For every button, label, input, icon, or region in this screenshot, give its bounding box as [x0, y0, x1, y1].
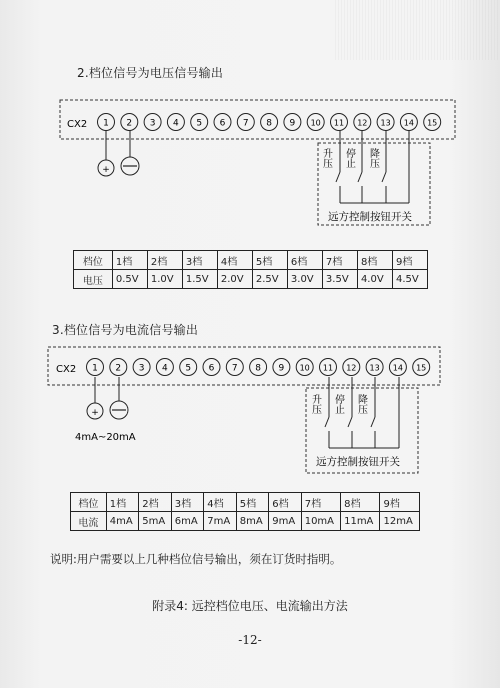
switch-label-stop: 停止 — [343, 148, 355, 168]
current-range-label: 4mA~20mA — [75, 432, 136, 443]
table-cell: 2.5V — [252, 270, 287, 289]
table-cell: 6档 — [287, 251, 322, 270]
table-cell: 1档 — [112, 251, 147, 270]
terminal-row — [87, 359, 430, 376]
switch-raise — [325, 400, 329, 448]
voltage-wiring-diagram — [0, 90, 500, 240]
terminal-number: 5 — [185, 363, 192, 374]
table-cell: 2档 — [139, 493, 171, 512]
terminal-number: 8 — [266, 118, 272, 129]
table-cell: 1.5V — [182, 270, 217, 289]
switch-raise — [336, 155, 340, 203]
terminal-number: 3 — [149, 118, 156, 129]
table-cell: 2.0V — [217, 270, 252, 289]
table-cell: 档位 — [74, 251, 113, 270]
table-cell: 4档 — [217, 251, 252, 270]
table-cell: 6mA — [171, 512, 203, 531]
terminal-number: 11 — [322, 363, 334, 373]
terminal-number: 15 — [427, 118, 438, 128]
remote-switch-caption: 远方控制按钮开关 — [328, 211, 412, 223]
table-cell: 9档 — [380, 493, 420, 512]
switch-lower — [371, 400, 375, 448]
table-cell: 3.5V — [322, 270, 357, 289]
table-cell: 7档 — [322, 251, 357, 270]
table-cell: 2档 — [147, 251, 182, 270]
scan-texture — [335, 0, 500, 60]
terminal-number: 7 — [231, 363, 238, 374]
terminal-number: 10 — [299, 363, 310, 373]
current-wiring-diagram — [0, 340, 500, 485]
ordering-note: 说明:用户需要以上几种档位信号输出，须在订货时指明。 — [50, 552, 342, 566]
table-cell: 6档 — [269, 493, 301, 512]
table-cell: 3档 — [171, 493, 203, 512]
terminal-number: 12 — [357, 118, 368, 128]
terminal-block-outline — [48, 347, 440, 385]
remote-switch-caption: 远方控制按钮开关 — [316, 456, 400, 468]
table-cell: 4mA — [106, 512, 138, 531]
terminal-number: 9 — [289, 118, 296, 129]
table-cell: 8档 — [341, 493, 380, 512]
switch-label-lower: 降压 — [355, 394, 367, 414]
table-cell: 1.0V — [147, 270, 182, 289]
terminal-number: 10 — [310, 118, 321, 128]
switch-stop — [358, 155, 362, 203]
table-cell: 5档 — [236, 493, 268, 512]
terminal-block-outline — [60, 100, 455, 139]
terminal-number: 4 — [173, 118, 179, 129]
table-cell: 电流 — [71, 512, 107, 531]
terminal-number: 6 — [219, 118, 226, 129]
table-cell: 3档 — [182, 251, 217, 270]
table-cell: 9mA — [269, 512, 301, 531]
table-cell: 4.5V — [392, 270, 427, 289]
terminal-number: 2 — [126, 118, 133, 129]
table-cell: 11mA — [341, 512, 380, 531]
table-cell: 7档 — [301, 493, 340, 512]
table-cell: 9档 — [392, 251, 427, 270]
table-cell: 12mA — [380, 512, 420, 531]
terminal-number: 3 — [138, 363, 145, 374]
switch-label-lower: 降压 — [367, 148, 379, 168]
switch-label-stop: 停止 — [332, 394, 344, 414]
terminal-number: 12 — [346, 363, 357, 373]
switch-stop — [348, 400, 352, 448]
table-cell: 1档 — [106, 493, 138, 512]
plus-sign: + — [102, 165, 110, 175]
plus-sign: + — [91, 408, 99, 418]
terminal-block-label: CX2 — [56, 364, 77, 375]
terminal-number: 6 — [208, 363, 215, 374]
table-cell: 4档 — [204, 493, 236, 512]
terminal-number: 2 — [115, 363, 122, 374]
current-level-table — [70, 492, 420, 531]
voltage-level-table — [73, 250, 428, 289]
terminal-number: 4 — [162, 363, 168, 374]
table-cell: 8mA — [236, 512, 268, 531]
terminal-number: 14 — [403, 118, 414, 128]
switch-lower — [382, 155, 386, 203]
terminal-number: 11 — [333, 118, 345, 128]
table-cell: 5档 — [252, 251, 287, 270]
switch-label-raise: 升压 — [309, 394, 321, 414]
terminal-number: 13 — [369, 363, 380, 373]
terminal-row — [98, 114, 441, 131]
table-cell: 3.0V — [287, 270, 322, 289]
section-3-heading: 3.档位信号为电流信号输出 — [52, 323, 199, 337]
table-cell: 5mA — [139, 512, 171, 531]
table-cell: 电压 — [74, 270, 113, 289]
table-header-row — [74, 251, 428, 270]
table-cell: 0.5V — [112, 270, 147, 289]
terminal-number: 7 — [242, 118, 249, 129]
table-cell: 10mA — [301, 512, 340, 531]
terminal-number: 5 — [196, 118, 203, 129]
terminal-block-label: CX2 — [67, 119, 88, 130]
table-row — [71, 512, 420, 531]
terminal-number: 8 — [255, 363, 261, 374]
table-cell: 4.0V — [357, 270, 392, 289]
terminal-number: 14 — [392, 363, 403, 373]
appendix-title: 附录4: 远控档位电压、电流输出方法 — [152, 599, 348, 613]
terminal-number: 1 — [92, 363, 98, 374]
terminal-number: 9 — [278, 363, 285, 374]
terminal-number: 13 — [380, 118, 391, 128]
table-cell: 7mA — [204, 512, 236, 531]
table-row — [74, 270, 428, 289]
terminal-number: 15 — [416, 363, 427, 373]
terminal-number: 1 — [103, 118, 109, 129]
table-cell: 8档 — [357, 251, 392, 270]
section-2-heading: 2.档位信号为电压信号输出 — [77, 66, 224, 80]
page-number: -12- — [238, 633, 262, 647]
table-header-row — [71, 493, 420, 512]
switch-label-raise: 升压 — [320, 148, 332, 168]
table-cell: 档位 — [71, 493, 107, 512]
